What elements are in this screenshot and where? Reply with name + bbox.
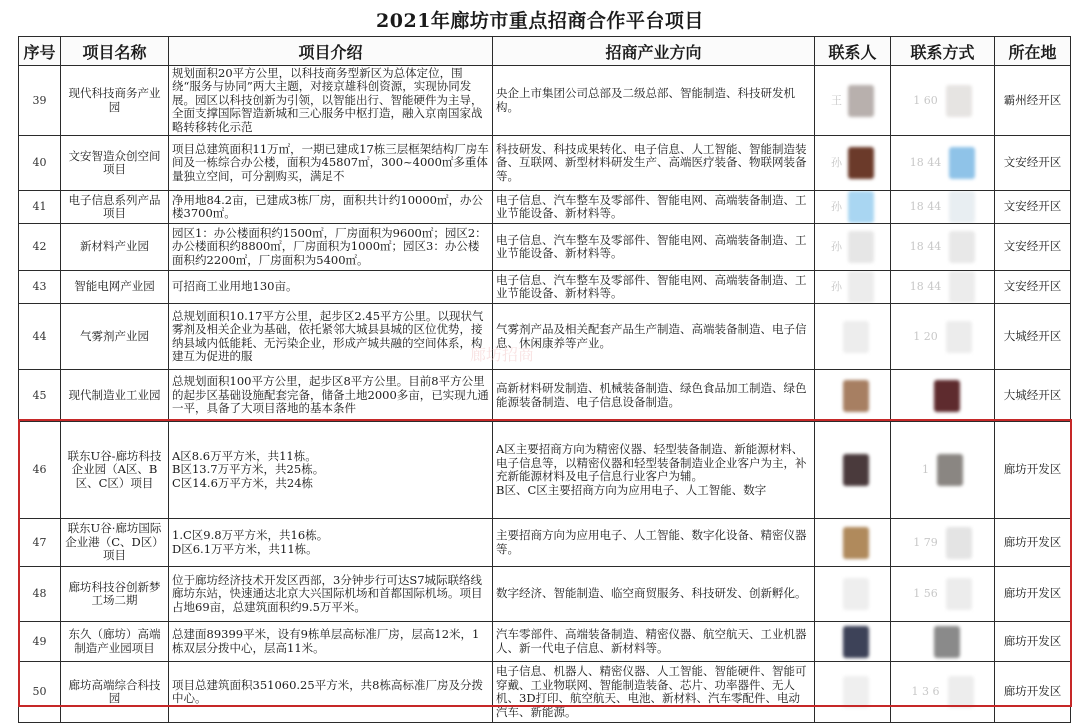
contact-phone [891, 224, 995, 271]
project-location: 文安经开区 [995, 191, 1071, 224]
project-location: 文安经开区 [995, 271, 1071, 304]
redacted-blur [848, 191, 874, 223]
intro-text: 净用地84.2亩，已建成3栋厂房，面积共计约10000㎡，办公楼3700㎡。 [172, 193, 484, 220]
intro-text: 项目总建筑面积11万㎡，一期已建成17栋三层框架结构厂房车间及一栋综合办公楼，面积为45807㎡，300~4000㎡多重体量独立空间，可分割购买，满足不 [172, 142, 489, 183]
project-location: 廊坊开发区 [995, 567, 1071, 622]
project-intro [169, 191, 493, 224]
project-name: 廊坊高端综合科技园 [61, 662, 169, 723]
row-number: 40 [19, 136, 61, 191]
direction-text: 电子信息、机器人、精密仪器、人工智能、智能硬件、智能可穿戴、工业物联网、智能制造装备、芯片、功率器件、无人机、3D打印、航空航天、电池、新材料、汽车零配件、电动汽车、新能源。 [496, 665, 807, 719]
header-name: 项目名称 [61, 37, 169, 66]
header-contact: 联系人 [815, 37, 891, 66]
contact-person [815, 224, 891, 271]
project-intro [169, 271, 493, 304]
intro-text: 可招商工业用地130亩。 [172, 280, 298, 294]
project-name: 廊坊科技谷创新梦工场二期 [61, 567, 169, 622]
intro-text: A区8.6万平方米，共11栋。 B区13.7万平方米，共25栋。 C区14.6万平方米，共24栋 [172, 449, 325, 490]
project-location: 大城经开区 [995, 370, 1071, 422]
direction-text: 主要招商方向为应用电子、人工智能、数字化设备、精密仪器等。 [496, 529, 807, 556]
phone-text: 1 3 6 [911, 685, 940, 698]
redacted-blur [949, 231, 975, 263]
contact-person [815, 271, 891, 304]
project-location: 文安经开区 [995, 224, 1071, 271]
table-row [19, 304, 1071, 370]
contact-person [815, 622, 891, 662]
redacted-blur [843, 626, 869, 658]
contact-text: 孙 [831, 240, 842, 253]
contact-text: 王 [831, 93, 842, 107]
intro-text: 项目总建筑面积351060.25平方米，共8栋高标准厂房及分拨中心。 [172, 678, 484, 705]
header-direction: 招商产业方向 [493, 37, 815, 66]
row-number: 48 [19, 567, 61, 622]
direction-text: 气雾剂产品及相关配套产品生产制造、高端装备制造、电子信息、休闲康养等产业。 [496, 323, 807, 350]
project-name: 现代制造业工业园 [61, 370, 169, 422]
contact-person [815, 519, 891, 567]
redacted-blur [843, 321, 869, 353]
project-intro [169, 370, 493, 422]
industry-direction [493, 304, 815, 370]
intro-text: 1.C区9.8万平方米，共16栋。 D区6.1万平方米，共11栋。 [172, 529, 329, 556]
header-no: 序号 [19, 37, 61, 66]
redacted-blur [843, 454, 869, 486]
phone-text: 1 20 [913, 329, 938, 343]
document-title: 2021年廊坊市重点招商合作平台项目 [376, 10, 704, 32]
row-number: 39 [19, 66, 61, 136]
header-row [19, 37, 1071, 66]
row-number: 42 [19, 224, 61, 271]
contact-phone [891, 304, 995, 370]
contact-phone [891, 519, 995, 567]
project-name: 现代科技商务产业园 [61, 66, 169, 136]
header-phone: 联系方式 [891, 37, 995, 66]
industry-direction [493, 191, 815, 224]
redacted-blur [843, 380, 869, 412]
row-number: 41 [19, 191, 61, 224]
table-row [19, 519, 1071, 567]
contact-text: 孙 [831, 280, 842, 293]
phone-text: 18 44 [909, 156, 942, 169]
row-number: 43 [19, 271, 61, 304]
project-location: 文安经开区 [995, 136, 1071, 191]
direction-text: A区主要招商方向为精密仪器、轻型装备制造、新能源材料、电子信息等，以精密仪器和轻型装备制造业企业客户为主，补充新能源材料及电子信息行业客户为辅。 B区、C区主要招商方向为应用电子、人工智能、数字 [496, 443, 807, 497]
direction-text: 电子信息、汽车整车及零部件、智能电网、高端装备制造、工业节能设备、新材料等。 [496, 233, 807, 260]
direction-text: 数字经济、智能制造、临空商贸服务、科技研发、创新孵化。 [496, 587, 807, 601]
contact-phone [891, 271, 995, 304]
redacted-blur [843, 527, 869, 559]
table-row [19, 622, 1071, 662]
direction-text: 汽车零部件、高端装备制造、精密仪器、航空航天、工业机器人、新一代电子信息、新材料等。 [496, 628, 807, 655]
phone-text: 1 60 [913, 93, 938, 107]
project-name: 智能电网产业园 [61, 271, 169, 304]
industry-direction [493, 422, 815, 519]
redacted-blur [843, 578, 869, 610]
redacted-blur [848, 147, 874, 179]
contact-phone [891, 191, 995, 224]
project-intro [169, 66, 493, 136]
phone-text: 18 44 [909, 280, 942, 293]
intro-text: 总规划面积100平方公里，起步区8平方公里。目前8平方公里的起步区基础设施配套完备，储备土地2000多亩，已实现九通一平，具备了大项目落地的基本条件 [172, 375, 489, 416]
industry-direction [493, 567, 815, 622]
industry-direction [493, 66, 815, 136]
header-location: 所在地 [995, 37, 1071, 66]
contact-phone [891, 66, 995, 136]
phone-text: 1 79 [913, 535, 938, 549]
project-location: 大城经开区 [995, 304, 1071, 370]
table-row [19, 567, 1071, 622]
phone-text: 1 [922, 463, 929, 476]
intro-text: 总规划面积10.17平方公里，起步区2.45平方公里。以现状气雾剂及相关企业为基础，依托紧邻大城县县城的区位优势，接纳县域内低能耗、无污染企业，形成产城共融的空间体系，构建互为促进的服 [172, 309, 484, 363]
project-intro [169, 136, 493, 191]
contact-phone [891, 567, 995, 622]
contact-person [815, 662, 891, 723]
row-number: 46 [19, 422, 61, 519]
row-number: 50 [19, 662, 61, 723]
project-name: 联东U谷-廊坊科技企业园（A区、B区、C区）项目 [61, 422, 169, 519]
intro-text: 总建面89399平米，设有9栋单层高标准厂房，层高12米，1栋双层分拨中心，层高11米。 [172, 628, 480, 655]
table-row [19, 224, 1071, 271]
contact-text: 孙 [831, 200, 842, 213]
contact-phone [891, 662, 995, 723]
projects-table [18, 36, 1071, 723]
project-name: 文安智造众创空间项目 [61, 136, 169, 191]
redacted-blur [946, 321, 972, 353]
project-intro [169, 622, 493, 662]
redacted-blur [949, 191, 975, 223]
phone-text: 18 44 [909, 240, 942, 253]
industry-direction [493, 136, 815, 191]
row-number: 47 [19, 519, 61, 567]
project-name: 气雾剂产业园 [61, 304, 169, 370]
phone-text: 18 44 [909, 200, 942, 213]
intro-text: 位于廊坊经济技术开发区西部，3分钟步行可达S7城际联络线廊坊东站，快速通达北京大兴国际机场和首都国际机场。项目占地69亩，总建筑面积约9.5万平米。 [172, 573, 483, 614]
row-number: 49 [19, 622, 61, 662]
project-location: 廊坊开发区 [995, 519, 1071, 567]
redacted-blur [934, 626, 960, 658]
contact-person [815, 136, 891, 191]
table-row [19, 191, 1071, 224]
direction-text: 科技研发、科技成果转化、电子信息、人工智能、智能制造装备、互联网、新型材料研发生产、高端医疗装备、物联网装备等。 [496, 142, 807, 183]
redacted-blur [843, 676, 869, 708]
industry-direction [493, 662, 815, 723]
redacted-blur [848, 85, 874, 117]
project-intro [169, 224, 493, 271]
contact-text: 孙 [831, 156, 842, 169]
row-number: 44 [19, 304, 61, 370]
industry-direction [493, 622, 815, 662]
redacted-blur [946, 527, 972, 559]
table-row [19, 662, 1071, 723]
redacted-blur [848, 271, 874, 303]
direction-text: 电子信息、汽车整车及零部件、智能电网、高端装备制造、工业节能设备、新材料等。 [496, 273, 807, 300]
contact-person [815, 304, 891, 370]
project-name: 联东U谷·廊坊国际企业港（C、D区）项目 [61, 519, 169, 567]
redacted-blur [946, 578, 972, 610]
industry-direction [493, 370, 815, 422]
table-row [19, 370, 1071, 422]
watermark: 廊坊招商 [470, 345, 535, 364]
table-row [19, 271, 1071, 304]
redacted-blur [949, 147, 975, 179]
project-location: 霸州经开区 [995, 66, 1071, 136]
contact-person [815, 66, 891, 136]
contact-phone [891, 622, 995, 662]
redacted-blur [934, 380, 960, 412]
project-location: 廊坊开发区 [995, 622, 1071, 662]
project-intro [169, 567, 493, 622]
project-intro [169, 519, 493, 567]
contact-person [815, 370, 891, 422]
phone-text: 1 56 [913, 587, 938, 600]
industry-direction [493, 519, 815, 567]
redacted-blur [848, 231, 874, 263]
header-intro: 项目介绍 [169, 37, 493, 66]
table-row [19, 136, 1071, 191]
project-name: 东久（廊坊）高端制造产业园项目 [61, 622, 169, 662]
direction-text: 电子信息、汽车整车及零部件、智能电网、高端装备制造、工业节能设备、新材料等。 [496, 193, 807, 220]
intro-text: 园区1：办公楼面积约1500㎡，厂房面积为9600㎡；园区2：办公楼面积约8800㎡，厂房面积为1000㎡；园区3：办公楼面积约2200㎡，厂房面积为5400㎡。 [172, 226, 487, 267]
project-intro [169, 422, 493, 519]
contact-phone [891, 422, 995, 519]
contact-phone [891, 370, 995, 422]
project-name: 电子信息系列产品项目 [61, 191, 169, 224]
contact-person [815, 567, 891, 622]
contact-person [815, 191, 891, 224]
industry-direction [493, 271, 815, 304]
contact-phone [891, 136, 995, 191]
row-number: 45 [19, 370, 61, 422]
redacted-blur [946, 85, 972, 117]
redacted-blur [948, 676, 974, 708]
project-location: 廊坊开发区 [995, 422, 1071, 519]
table-row [19, 66, 1071, 136]
contact-person [815, 422, 891, 519]
industry-direction [493, 224, 815, 271]
redacted-blur [937, 454, 963, 486]
direction-text: 央企上市集团公司总部及二级总部、智能制造、科技研发机构。 [496, 87, 795, 114]
intro-text: 规划面积20平方公里，以科技商务型新区为总体定位，围绕“服务与协同”两大主题，对接京雄科创资源，实现协同发展。园区以科技创新为引领，以智能出行、智能硬件为主导，全面支撑国际智造新城和三心服务中枢打造，融入京南国家战略转移转化示范 [172, 66, 483, 134]
project-location: 廊坊开发区 [995, 662, 1071, 723]
table-row [19, 422, 1071, 519]
redacted-blur [949, 271, 975, 303]
project-intro [169, 662, 493, 723]
project-intro [169, 304, 493, 370]
project-name: 新材料产业园 [61, 224, 169, 271]
direction-text: 高新材料研发制造、机械装备制造、绿色食品加工制造、绿色能源装备制造、电子信息设备制造。 [496, 382, 807, 409]
